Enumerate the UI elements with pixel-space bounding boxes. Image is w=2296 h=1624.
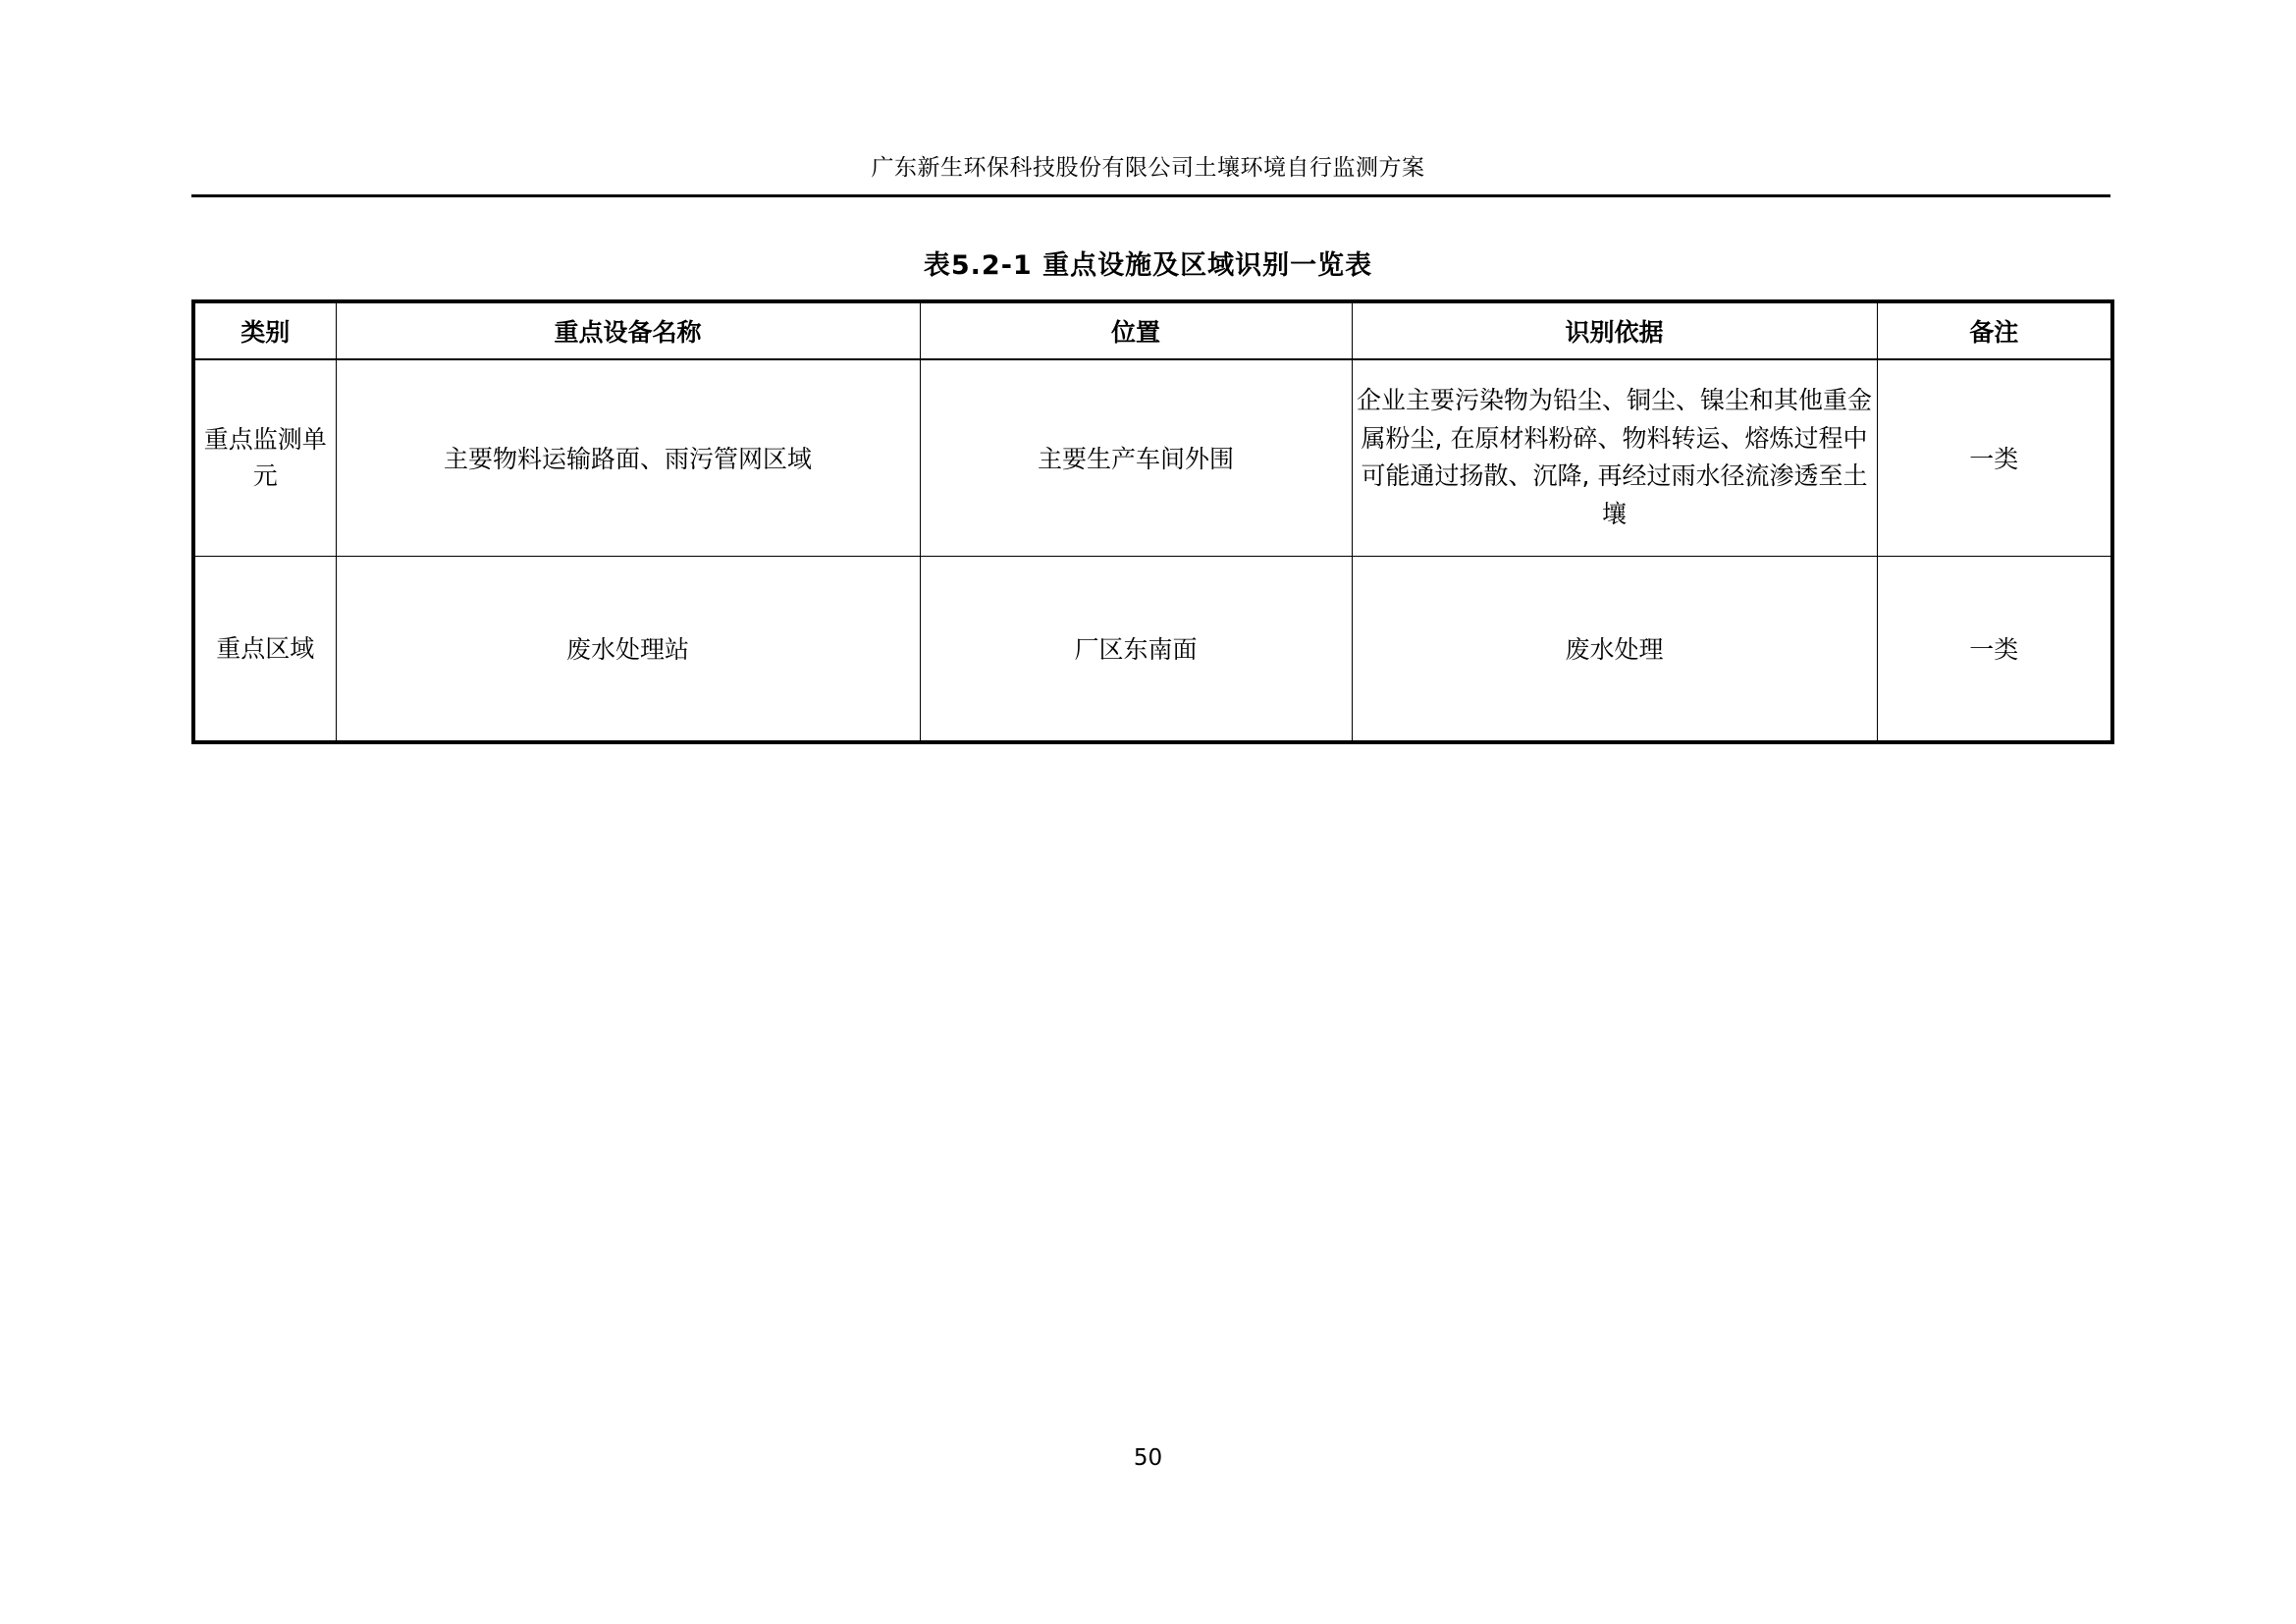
table-row (193, 359, 2112, 556)
cell-equipment: 废水处理站 (336, 556, 920, 742)
header-divider (191, 194, 2110, 197)
table-header-row (193, 301, 2112, 359)
table-row (193, 556, 2112, 742)
table-caption: 表5.2-1 重点设施及区域识别一览表 (923, 250, 1373, 281)
column-header-basis: 识别依据 (1352, 301, 1877, 359)
column-header-category: 类别 (193, 301, 336, 359)
cell-equipment: 主要物料运输路面、雨污管网区域 (336, 359, 920, 556)
page-number: 50 (1133, 1445, 1163, 1471)
page-header: 广东新生环保科技股份有限公司土壤环境自行监测方案 (871, 155, 1425, 181)
cell-note: 一类 (1877, 556, 2112, 742)
cell-category: 重点监测单元 (193, 359, 336, 556)
column-header-note: 备注 (1877, 301, 2112, 359)
cell-location: 主要生产车间外围 (920, 359, 1352, 556)
cell-note: 一类 (1877, 359, 2112, 556)
column-header-equipment: 重点设备名称 (336, 301, 920, 359)
cell-location: 厂区东南面 (920, 556, 1352, 742)
key-facilities-table (191, 299, 2114, 744)
cell-basis: 企业主要污染物为铅尘、铜尘、镍尘和其他重金属粉尘, 在原材料粉碎、物料转运、熔炼过程中可能通过扬散、沉降, 再经过雨水径流渗透至土壤 (1352, 359, 1877, 556)
column-header-location: 位置 (920, 301, 1352, 359)
cell-basis: 废水处理 (1352, 556, 1877, 742)
cell-category: 重点区域 (193, 556, 336, 742)
table-container (191, 299, 2110, 744)
